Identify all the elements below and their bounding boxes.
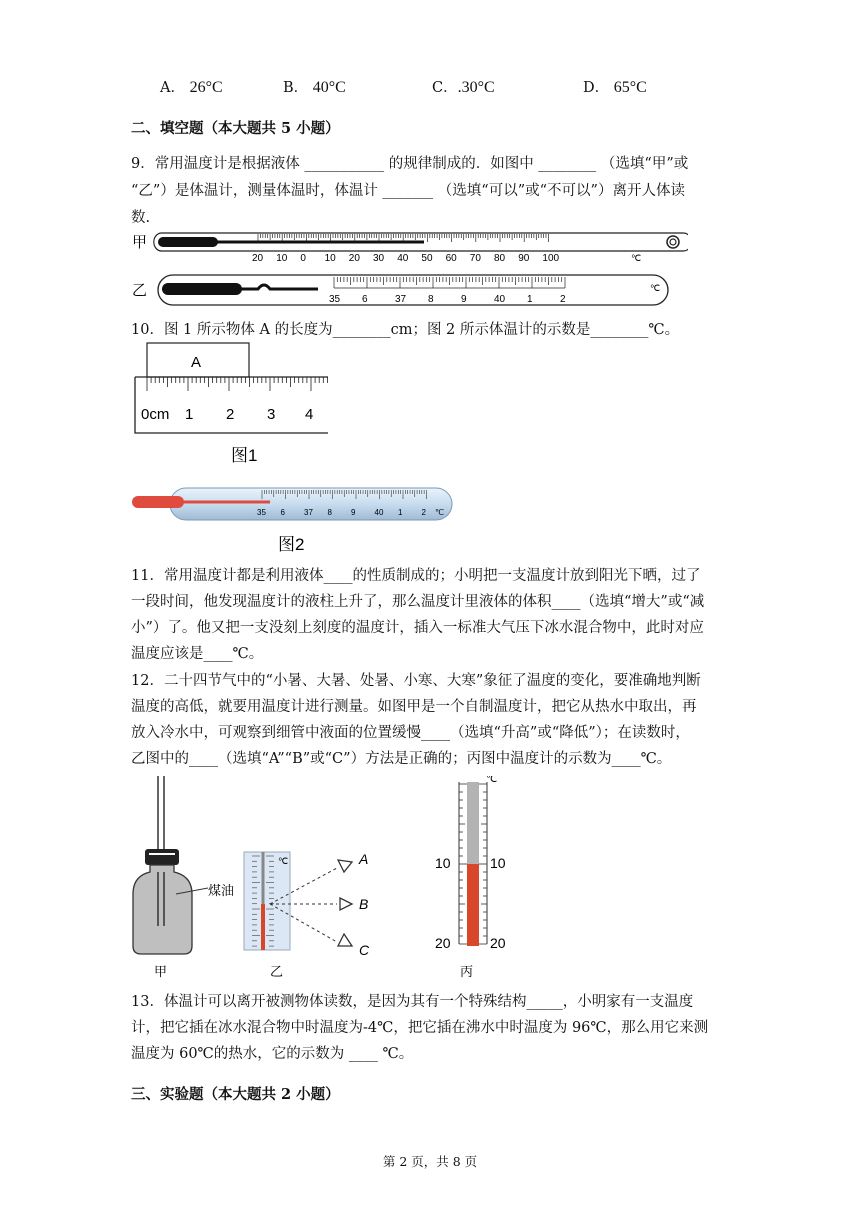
fig2-tick-label: 9 [351, 508, 356, 517]
option-letter: C． [432, 80, 458, 96]
page-footer: 第 2 页，共 8 页 [382, 1154, 478, 1169]
yi-tick-label: 9 [461, 294, 467, 305]
fig1-caption: 图1 [231, 446, 258, 465]
jia-tick-label: 50 [421, 253, 433, 264]
bing-unit: ℃ [486, 776, 498, 785]
option-value: 65°C [613, 79, 647, 96]
ruler-label-1: 1 [185, 406, 194, 423]
ruler-label-0: 0cm [141, 406, 170, 423]
yi-tick-label: 2 [560, 294, 566, 305]
jia-tick-label: 80 [494, 253, 506, 264]
yi-tick-label: 6 [362, 294, 368, 305]
q12-line-3: 放入冷水中，可观察到细管中液面的位置缓慢____（选填“升高”或“降低”）；在读数时， [131, 725, 690, 741]
jia-tick-label: 10 [276, 253, 288, 264]
caption-yi: 乙 [270, 964, 284, 979]
ruler-tick-marks [147, 377, 327, 391]
jia-bulb [158, 237, 218, 247]
option-letter: D． [583, 80, 610, 96]
liquid-label: 煤油 [208, 883, 235, 898]
q12-line-1: 12．二十四节气中的“小暑、大暑、处暑、小寒、大寒”象征了温度的变化，要准确地判断 [131, 673, 701, 689]
jia-tick-label: 100 [542, 253, 560, 264]
bing-label-20-left: 20 [435, 935, 451, 951]
eye-c-label: C [359, 942, 370, 958]
q10-line: 10．图 1 所示物体 A 的长度为________cm；图 2 所示体温计的示数是________℃。 [131, 322, 680, 338]
fig2-tick-label: 1 [398, 508, 403, 517]
option-letter: A． [160, 80, 185, 96]
bing-label-10-right: 10 [490, 855, 506, 871]
caption-bing: 丙 [460, 964, 474, 979]
option-value: 26°C [189, 79, 223, 96]
q11-line-1: 11．常用温度计都是利用液体____的性质制成的；小明把一支温度计放到阳光下晒，过了 [131, 568, 701, 584]
option-c [432, 76, 495, 97]
object-a-label: A [191, 354, 202, 371]
q9-line-1: 9．常用温度计是根据液体 ___________ 的规律制成的．如图中 ________ （选填“甲”或 [131, 156, 689, 172]
q13-line-3: 温度为 60℃的热水，它的示数为 ____ ℃。 [131, 1046, 414, 1062]
jia-tick-label: 0 [300, 253, 306, 264]
q13-line-1: 13．体温计可以离开被测物体读数，是因为其有一个特殊结构_____，小明家有一支温度 [131, 994, 694, 1010]
q11-line-4: 温度应该是____℃。 [131, 646, 264, 662]
fig2-caption: 图2 [278, 535, 305, 554]
yi-tick-label: 1 [527, 294, 533, 305]
bing-label-10-left: 10 [435, 855, 451, 871]
yi-tick-label: 40 [494, 294, 506, 305]
eye-c-icon [338, 934, 352, 946]
jia-tick-label: 60 [445, 253, 457, 264]
ruler-body [135, 377, 328, 433]
q13-line-2: 计，把它插在冰水混合物中时温度为-4℃，把它插在沸水中时温度为 96℃，那么用它来测 [131, 1020, 709, 1036]
jia-bottle [133, 865, 192, 954]
fig2-tick-label: 2 [421, 508, 426, 517]
section-heading-experiment: 三、实验题（本大题共 2 小题） [131, 1086, 340, 1103]
option-d [583, 76, 647, 97]
fig2-tick-label: 37 [304, 508, 313, 517]
q9-line-2: “乙”）是体温计，测量体温时，体温计 _______ （选填“可以”或“不可以”）离开人体读 [131, 183, 685, 199]
yi-tick-label: 35 [329, 294, 341, 305]
eye-a-icon [338, 860, 352, 872]
jia-tick-label: 20 [252, 253, 264, 264]
section-heading-fill-in: 二、填空题（本大题共 5 小题） [131, 120, 340, 137]
q10-ruler-figure [133, 341, 333, 466]
caption-jia: 甲 [154, 964, 168, 979]
bing-liquid [467, 864, 479, 946]
yi-tick-label: 37 [395, 294, 407, 305]
fig2-tick-label: 35 [257, 508, 266, 517]
bing-label-20-right: 20 [490, 935, 506, 951]
fig2-tick-label: 8 [327, 508, 332, 517]
yi-tick-label: 8 [428, 294, 434, 305]
option-b [283, 76, 346, 97]
fig2-unit: ℃ [435, 508, 444, 517]
q10-clinical-thermometer-figure [130, 484, 460, 556]
eye-b-icon [340, 898, 352, 910]
yi-bulb [162, 283, 242, 295]
jia-tick-label: 20 [348, 253, 360, 264]
label-yi: 乙 [132, 282, 148, 299]
label-jia: 甲 [132, 234, 148, 251]
ruler-label-4: 4 [305, 406, 314, 423]
yi-unit: ℃ [278, 856, 289, 866]
jia-stopper [145, 849, 179, 865]
q12-figures [130, 776, 530, 986]
q12-line-4: 乙图中的____（选填“A”“B”或“C”）方法是正确的；丙图中温度计的示数为____℃。 [131, 751, 672, 767]
q9-line-3: 数. [131, 210, 151, 226]
ruler-label-2: 2 [226, 406, 235, 423]
yi-unit: ℃ [650, 283, 661, 293]
q9-thermometer-figure [128, 229, 688, 309]
q12-line-2: 温度的高低，就要用温度计进行测量。如图甲是一个自制温度计，把它从热水中取出，再 [131, 699, 697, 715]
q11-line-2: 一段时间，他发现温度计的液柱上升了，那么温度计里液体的体积____（选填“增大”或“减 [131, 594, 705, 610]
jia-tick-label: 10 [324, 253, 336, 264]
fig2-bulb [132, 496, 184, 508]
jia-tick-label: 30 [373, 253, 385, 264]
eye-b-label: B [359, 896, 369, 912]
jia-tick-label: 40 [397, 253, 409, 264]
jia-tick-label: 90 [518, 253, 530, 264]
fig2-tick-label: 40 [374, 508, 384, 517]
jia-tick-label: 70 [469, 253, 481, 264]
q11-line-3: 小”）了。他又把一支没刻上刻度的温度计，插入一标准大气压下冰水混合物中，此时对应 [131, 620, 704, 636]
eye-a-label: A [359, 851, 369, 867]
jia-unit: ℃ [631, 253, 642, 263]
option-a [160, 76, 223, 97]
option-value: 40°C [312, 79, 346, 96]
jia-stopper-stripe [149, 853, 175, 855]
option-value: .30°C [457, 79, 495, 96]
fig2-tick-label: 6 [280, 508, 285, 517]
option-letter: B． [283, 80, 309, 96]
ruler-label-3: 3 [267, 406, 276, 423]
